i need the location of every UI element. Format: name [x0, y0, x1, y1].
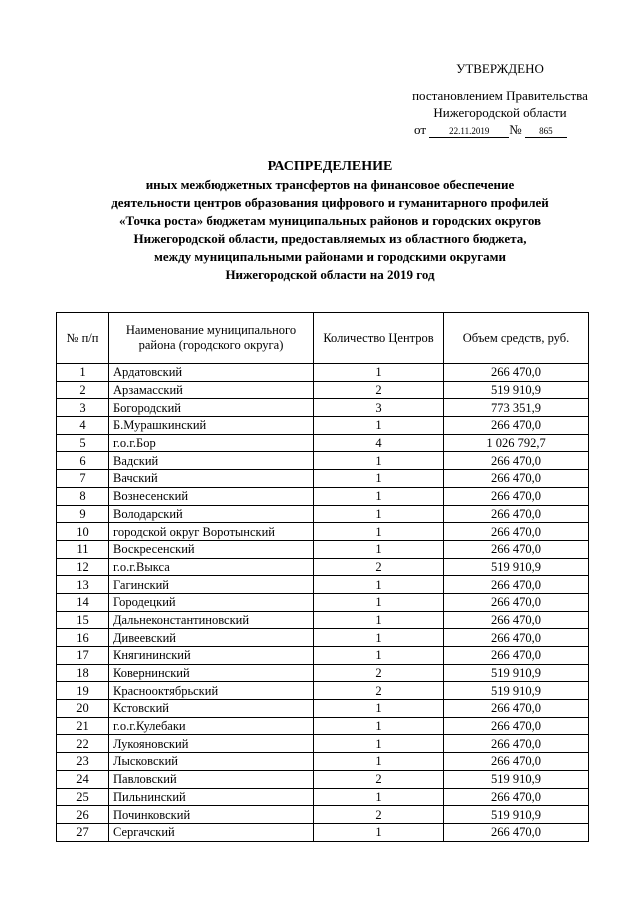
row-district-name: Починковский	[109, 806, 314, 824]
row-district-name: Сергачский	[109, 823, 314, 841]
row-center-count: 2	[314, 806, 444, 824]
row-amount: 519 910,9	[444, 558, 589, 576]
table-row	[57, 364, 589, 382]
heading-line: Нижегородской области на 2019 год	[225, 267, 435, 282]
row-district-name: Гагинский	[109, 576, 314, 594]
row-number: 27	[57, 823, 109, 841]
row-center-count: 1	[314, 717, 444, 735]
row-number: 5	[57, 434, 109, 452]
row-number: 4	[57, 417, 109, 435]
row-amount: 266 470,0	[444, 735, 589, 753]
row-center-count: 1	[314, 735, 444, 753]
row-number: 25	[57, 788, 109, 806]
row-number: 26	[57, 806, 109, 824]
row-amount: 266 470,0	[444, 505, 589, 523]
row-number: 12	[57, 558, 109, 576]
approval-block	[380, 60, 620, 138]
heading-line: Нижегородской области, предоставляемых из областного бюджета,	[133, 231, 527, 246]
row-number: 2	[57, 381, 109, 399]
row-district-name: Володарский	[109, 505, 314, 523]
row-number: 7	[57, 470, 109, 488]
row-amount: 266 470,0	[444, 452, 589, 470]
approval-line-1: постановлением Правительства	[412, 88, 588, 103]
row-center-count: 1	[314, 487, 444, 505]
row-number: 17	[57, 647, 109, 665]
table-row	[57, 735, 589, 753]
number-label: №	[509, 122, 522, 137]
table-row	[57, 487, 589, 505]
row-number: 9	[57, 505, 109, 523]
row-center-count: 2	[314, 558, 444, 576]
row-amount: 519 910,9	[444, 381, 589, 399]
row-district-name: Воскресенский	[109, 540, 314, 558]
table-row	[57, 523, 589, 541]
row-amount: 266 470,0	[444, 593, 589, 611]
row-amount: 266 470,0	[444, 700, 589, 718]
row-number: 20	[57, 700, 109, 718]
row-center-count: 1	[314, 700, 444, 718]
table-row	[57, 576, 589, 594]
table-header-row	[57, 313, 589, 364]
row-amount: 266 470,0	[444, 417, 589, 435]
row-amount: 266 470,0	[444, 470, 589, 488]
table-row	[57, 806, 589, 824]
row-amount: 266 470,0	[444, 788, 589, 806]
row-center-count: 4	[314, 434, 444, 452]
row-district-name: Вознесенский	[109, 487, 314, 505]
table-body	[57, 364, 589, 842]
row-district-name: Дальнеконстантиновский	[109, 611, 314, 629]
row-center-count: 2	[314, 682, 444, 700]
row-amount: 266 470,0	[444, 364, 589, 382]
order-number: 865	[525, 125, 567, 138]
row-number: 22	[57, 735, 109, 753]
header-name: Наименование муниципального района (городского округа)	[109, 313, 314, 364]
approval-line-2: Нижегородской области	[433, 105, 567, 120]
row-district-name: Краснооктябрьский	[109, 682, 314, 700]
row-number: 10	[57, 523, 109, 541]
table-row	[57, 452, 589, 470]
row-amount: 519 910,9	[444, 664, 589, 682]
row-amount: 266 470,0	[444, 629, 589, 647]
row-amount: 266 470,0	[444, 717, 589, 735]
table-row	[57, 611, 589, 629]
header-num: № п/п	[57, 313, 109, 364]
row-district-name: Лысковский	[109, 753, 314, 771]
table-row	[57, 417, 589, 435]
table-row	[57, 399, 589, 417]
distribution-table	[56, 312, 589, 842]
document-heading	[40, 158, 620, 284]
row-number: 19	[57, 682, 109, 700]
row-amount: 266 470,0	[444, 576, 589, 594]
row-amount: 266 470,0	[444, 611, 589, 629]
row-center-count: 1	[314, 576, 444, 594]
from-label: от	[414, 122, 427, 137]
row-center-count: 2	[314, 664, 444, 682]
row-center-count: 1	[314, 629, 444, 647]
row-center-count: 1	[314, 593, 444, 611]
row-amount: 519 910,9	[444, 806, 589, 824]
row-number: 11	[57, 540, 109, 558]
row-district-name: г.о.г.Кулебаки	[109, 717, 314, 735]
row-center-count: 1	[314, 470, 444, 488]
order-date: 22.11.2019	[429, 125, 509, 138]
row-number: 23	[57, 753, 109, 771]
row-district-name: Арзамасский	[109, 381, 314, 399]
table-row	[57, 434, 589, 452]
row-amount: 773 351,9	[444, 399, 589, 417]
heading-line: деятельности центров образования цифрового и гуманитарного профилей	[111, 195, 549, 210]
table-row	[57, 717, 589, 735]
row-number: 3	[57, 399, 109, 417]
table-row	[57, 682, 589, 700]
heading-line: иных межбюджетных трансфертов на финансовое обеспечение	[145, 177, 515, 192]
row-center-count: 1	[314, 523, 444, 541]
row-amount: 1 026 792,7	[444, 434, 589, 452]
row-amount: 266 470,0	[444, 523, 589, 541]
row-number: 21	[57, 717, 109, 735]
table-row	[57, 470, 589, 488]
row-center-count: 2	[314, 381, 444, 399]
table-row	[57, 558, 589, 576]
row-number: 8	[57, 487, 109, 505]
row-district-name: г.о.г.Бор	[109, 434, 314, 452]
row-district-name: Городецкий	[109, 593, 314, 611]
row-number: 13	[57, 576, 109, 594]
row-center-count: 1	[314, 788, 444, 806]
row-district-name: Дивеевский	[109, 629, 314, 647]
row-amount: 266 470,0	[444, 823, 589, 841]
table-row	[57, 823, 589, 841]
row-district-name: г.о.г.Выкса	[109, 558, 314, 576]
row-district-name: Богородский	[109, 399, 314, 417]
row-district-name: Ардатовский	[109, 364, 314, 382]
row-amount: 266 470,0	[444, 753, 589, 771]
table-row	[57, 753, 589, 771]
table-row	[57, 664, 589, 682]
table-row	[57, 647, 589, 665]
header-amount: Объем средств, руб.	[444, 313, 589, 364]
table-row	[57, 700, 589, 718]
row-center-count: 1	[314, 505, 444, 523]
row-center-count: 1	[314, 417, 444, 435]
row-amount: 266 470,0	[444, 487, 589, 505]
approved-title: УТВЕРЖДЕНО	[456, 61, 544, 76]
row-center-count: 3	[314, 399, 444, 417]
row-district-name: Пильнинский	[109, 788, 314, 806]
table-row	[57, 788, 589, 806]
order-line	[380, 121, 620, 138]
row-district-name: Лукояновский	[109, 735, 314, 753]
row-center-count: 1	[314, 611, 444, 629]
row-district-name: городской округ Воротынский	[109, 523, 314, 541]
row-number: 16	[57, 629, 109, 647]
row-center-count: 1	[314, 452, 444, 470]
row-center-count: 1	[314, 540, 444, 558]
row-number: 14	[57, 593, 109, 611]
row-center-count: 1	[314, 823, 444, 841]
header-count: Количество Центров	[314, 313, 444, 364]
row-amount: 519 910,9	[444, 682, 589, 700]
row-number: 24	[57, 770, 109, 788]
row-center-count: 2	[314, 770, 444, 788]
row-district-name: Б.Мурашкинский	[109, 417, 314, 435]
row-district-name: Вадский	[109, 452, 314, 470]
row-amount: 266 470,0	[444, 647, 589, 665]
row-amount: 266 470,0	[444, 540, 589, 558]
table-row	[57, 540, 589, 558]
row-district-name: Кстовский	[109, 700, 314, 718]
row-number: 18	[57, 664, 109, 682]
table-row	[57, 629, 589, 647]
table-row	[57, 505, 589, 523]
document-title: РАСПРЕДЕЛЕНИЕ	[267, 159, 393, 174]
row-amount: 519 910,9	[444, 770, 589, 788]
row-number: 1	[57, 364, 109, 382]
row-district-name: Княгининский	[109, 647, 314, 665]
row-center-count: 1	[314, 753, 444, 771]
table-row	[57, 770, 589, 788]
row-number: 6	[57, 452, 109, 470]
table-row	[57, 593, 589, 611]
row-center-count: 1	[314, 364, 444, 382]
heading-line: между муниципальными районами и городскими округами	[154, 249, 506, 264]
row-district-name: Павловский	[109, 770, 314, 788]
table-row	[57, 381, 589, 399]
heading-line: «Точка роста» бюджетам муниципальных районов и городских округов	[118, 213, 542, 228]
row-district-name: Ковернинский	[109, 664, 314, 682]
row-number: 15	[57, 611, 109, 629]
row-district-name: Вачский	[109, 470, 314, 488]
row-center-count: 1	[314, 647, 444, 665]
